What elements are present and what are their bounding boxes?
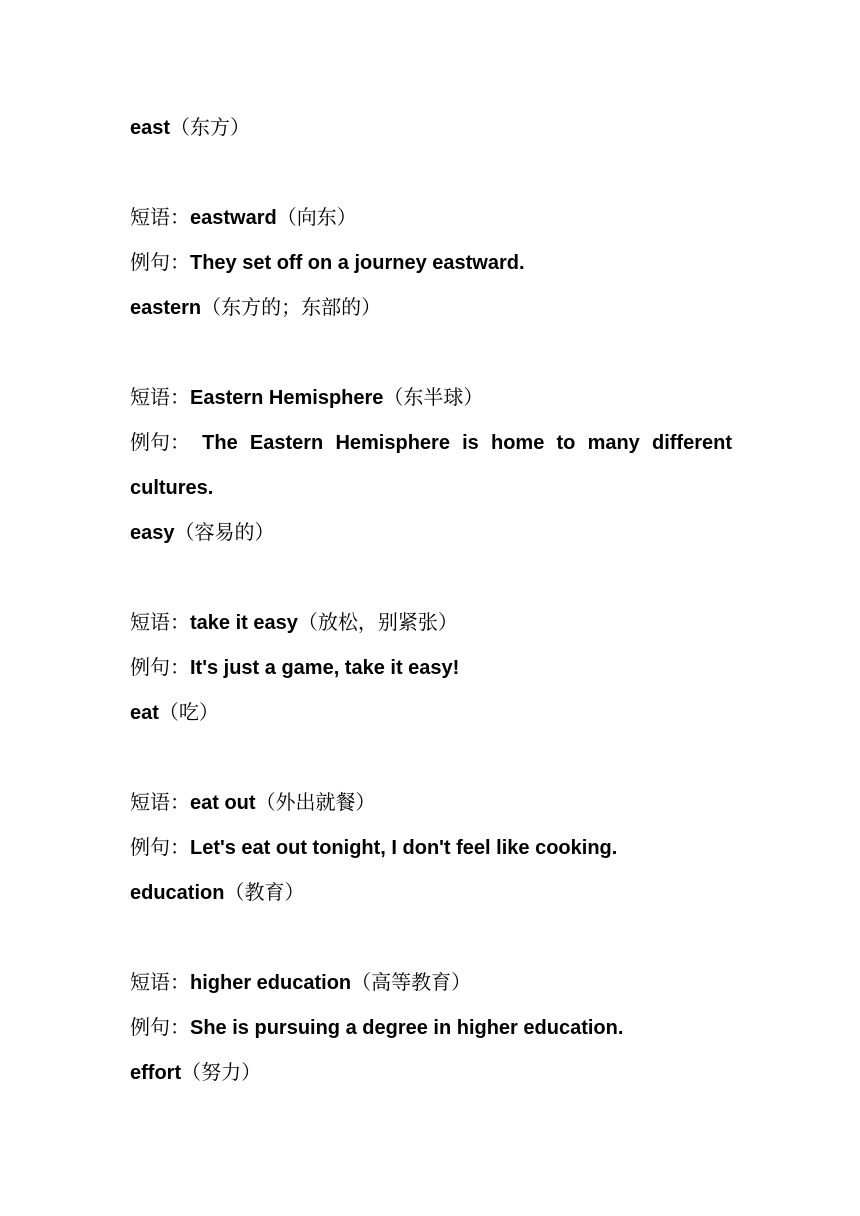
headword-line [130, 1060, 732, 1086]
phrase: eastward [190, 207, 277, 229]
example-sentence: She is pursuing a degree in higher education. [190, 1017, 624, 1039]
example-sentence: They set off on a journey eastward. [190, 252, 525, 274]
phrase-label: 短语： [130, 387, 190, 409]
phrase: eat out [190, 792, 256, 814]
headword: eastern [130, 297, 202, 319]
example-continuation-line [130, 475, 732, 501]
phrase: Eastern Hemisphere [190, 387, 384, 409]
headword: east [130, 117, 171, 139]
headword-line [130, 700, 732, 726]
example-label: 例句： [130, 837, 190, 859]
example-word: different [651, 432, 732, 454]
phrase-label: 短语： [130, 972, 190, 994]
example-label: 例句： [130, 1017, 190, 1039]
phrase-meaning: （向东） [276, 207, 357, 229]
example-word: to [556, 432, 576, 454]
phrase-line [130, 205, 732, 231]
phrase: higher education [190, 972, 352, 994]
example-sentence-end: cultures. [130, 477, 214, 499]
headword: eat [130, 702, 159, 724]
example-word: Hemisphere [335, 432, 450, 454]
headword-line [130, 880, 732, 906]
example-word: Eastern [249, 432, 324, 454]
phrase: take it easy [190, 612, 298, 634]
example-line [130, 250, 732, 276]
phrase-line [130, 790, 732, 816]
phrase-label: 短语： [130, 207, 190, 229]
phrase-meaning: （外出就餐） [255, 792, 376, 814]
example-word: many [587, 432, 640, 454]
example-label: 例句： [130, 657, 190, 679]
headword: education [130, 882, 225, 904]
phrase-line [130, 385, 732, 411]
example-line [130, 655, 732, 681]
headword: easy [130, 522, 175, 544]
headword: effort [130, 1062, 182, 1084]
headword-meaning: （东方的；东部的） [201, 297, 382, 319]
headword-line [130, 520, 732, 546]
phrase-meaning: （放松，别紧张） [297, 612, 458, 634]
example-line [130, 1015, 732, 1041]
phrase-meaning: （东半球） [383, 387, 484, 409]
headword-line [130, 295, 732, 321]
headword-meaning: （努力） [181, 1062, 262, 1084]
example-sentence: It's just a game, take it easy! [190, 657, 460, 679]
headword-meaning: （吃） [158, 702, 219, 724]
example-label: 例句： [130, 252, 190, 274]
phrase-meaning: （高等教育） [351, 972, 472, 994]
example-label: 例句： [130, 432, 190, 454]
example-line-justified [130, 430, 732, 456]
headword-meaning: （容易的） [174, 522, 275, 544]
example-sentence: Let's eat out tonight, I don't feel like cooking. [190, 837, 618, 859]
phrase-label: 短语： [130, 792, 190, 814]
phrase-line [130, 610, 732, 636]
headword-meaning: （教育） [224, 882, 305, 904]
phrase-label: 短语： [130, 612, 190, 634]
example-word: is [462, 432, 479, 454]
example-word: The [202, 432, 238, 454]
example-word: home [490, 432, 545, 454]
phrase-line [130, 970, 732, 996]
headword-meaning: （东方） [170, 117, 251, 139]
example-line [130, 835, 732, 861]
headword-line [130, 115, 732, 141]
